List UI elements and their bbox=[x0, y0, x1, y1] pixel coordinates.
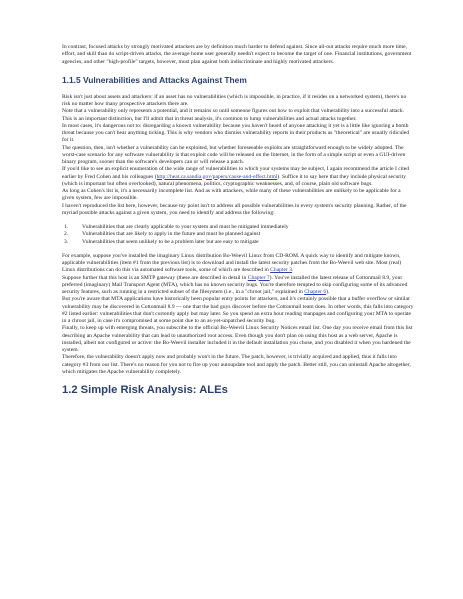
paragraph-identify: I haven't reproduced the list here, however, because my point isn't to address all possible vulnerabilities in every system's security planning. Rather, of the myriad possible attacks against a given system, you need to identify and address the following: bbox=[62, 202, 407, 216]
list-item bbox=[62, 231, 414, 238]
cohen-paper-link[interactable]: http://heat.ca.sandia.gov/papers/cause-and-effect.html bbox=[156, 173, 278, 180]
paragraph-potential: Note that a vulnerability only represents a potential, and it remains so until someone figures out how to exploit that vulnerability into a successful attack. This is an important distinction, but I'll admit that in threat analysis, it's common to lump vulnerabilities and actual attacks together. bbox=[62, 108, 405, 122]
paragraph-example-text-b: . bbox=[292, 267, 294, 274]
paragraph-question: The question, then, isn't whether a vulnerability can be exploited, but whether foreseeable exploits are straightforward enough to be widely adopted. The worst-case scenario for any software vulnerability is that exploit code will be released on the Internet, in the form of a simple script or even a GUI-driven binary program, sooner than the software's developers can or will release a patch. bbox=[62, 144, 406, 165]
chapter-7-link[interactable]: Chapter 7 bbox=[247, 274, 270, 281]
vulnerability-list bbox=[62, 224, 414, 246]
paragraph-therefore: Therefore, the vulnerability doesn't apply now and probably won't in the future. The patch, however, is trivially acquired and applied, thus it falls into category #3 from our list. There's no reason for you not to fire up your autoupdate tool and apply the patch. Better still, you can uninstall Apache altogether, which mitigates the Apache vulnerability completely. bbox=[62, 354, 411, 375]
list-item-number: 1. bbox=[64, 224, 69, 230]
paragraph-enumeration-text-a: If you'd like to see an explicit enumeration of the wide range of vulnerabilities to which your systems may be subject, I again recommend the article I cited earlier by Fred Cohen and his colleagues ( bbox=[62, 166, 410, 180]
list-item-number: 2. bbox=[64, 231, 69, 238]
list-item bbox=[62, 239, 414, 246]
chapter-heading: 1.2 Simple Risk Analysis: ALEs bbox=[62, 384, 228, 396]
paragraph-cohen-list: As long as Cohen's list is, it's a necessarily incomplete list. And as with attackers, while many of these vulnerabilities are unlikely to be applicable for a given system, few are impossible. bbox=[62, 188, 401, 202]
chapter-3-link[interactable]: Chapter 3 bbox=[270, 267, 293, 274]
paragraph-enumeration bbox=[62, 166, 414, 188]
paragraph-emerging: Finally, to keep up with emerging threats, you subscribe to the official Bo-Weevil Linux Security Notices email list. One day you receive email from this list describing an Apache vulnerability that can lead to unauthorized root access. Even though you don't plan on using this host as a web server, Apache is installed, albeit not configured or active: the Bo-Weevil installer included it in the default installation you chose, and you disabled it when you hardened the system. bbox=[62, 325, 413, 353]
paragraph-smtp bbox=[62, 275, 414, 297]
paragraph-risk: Risk isn't just about assets and attackers: if an asset has no vulnerabilities (which is impossible, in practice, if it resides on a networked system), there's no risk no matter how many prospective attackers there are. bbox=[62, 93, 407, 107]
list-item-text: Vulnerabilities that are likely to apply in the future and must be planned against bbox=[82, 231, 261, 238]
list-item-number: 3. bbox=[64, 238, 69, 245]
list-item-text: Vulnerabilities that are clearly applicable to your system and must be mitigated immediately bbox=[82, 224, 289, 230]
paragraph-example bbox=[62, 253, 414, 275]
paragraph-enumeration-text-b: ). Suffice it to say here that they include physical security (which is important but often overlooked), natural phenomena, politics, cryptographic weaknesses, and, of course, plain old software bugs. bbox=[62, 173, 407, 187]
paragraph-smtp-text-a: Suppose further that this host is an SMTP gateway (these are described in detail in bbox=[62, 274, 248, 281]
paragraph-smtp-text-b: ). You've installed the latest release of Cottonmail 8.9, your preferred (imaginary) Mail Transport Agent (MTA), which has no known security bugs. You're therefore tempted to skip configuring some of its advanced security features, such as running in a restricted subset of the filesystem (i.e., in a "chroot jail," explained in bbox=[62, 274, 408, 295]
paragraph-mta: But you're aware that MTA applications have historically been popular entry points for attackers, and it's certainly possible that a buffer overflow or similar vulnerability may be discovered in Cottonmail 8.9 — one that the bad guys discover before the Cottonmail team does. In other words, this falls into category #2 listed earlier: vulnerabilities that don't currently apply but may later. So you spend an extra hour reading manpages and configuring your MTA to operate in a chroot jail, in case it's compromised at some point due to an as-yet-unpatched security bug. bbox=[62, 296, 414, 324]
chapter-6-link[interactable]: Chapter 6 bbox=[304, 289, 327, 295]
paragraph-smtp-text-c: ). bbox=[326, 289, 330, 295]
intro-paragraph: In contrast, focused attacks by strongly motivated attackers are by definition much harder to defend against. Since all-out attacks require much more time, effort, and skill than do script-driven attacks, the average home user generally needn't expect to become the target of one. Financial institutions, government agencies, and other "high-profile" targets, however, must plan against both indiscriminate and highly motivated attackers. bbox=[62, 44, 412, 65]
paragraph-example-text-a: For example, suppose you've installed the imaginary Linux distribution Bo-Weevil Linux from CD-ROM. A quick way to identify and mitigate known, applicable vulnerabilities (item #1 from the previous list) is to download and install the latest security patches from the Bo-Weevil web site. Most (real) Linux distributions can do this via automated software tools, some of which are described in bbox=[62, 252, 402, 274]
document-page bbox=[62, 44, 414, 397]
list-item-text: Vulnerabilities that seem unlikely to be a problem later but are easy to mitigate bbox=[82, 238, 259, 245]
paragraph-dangerous: In most cases, it's dangerous not to: disregarding a known vulnerability because you haven't heard of anyone attacking it yet is a little like ignoring a bomb threat because you can't hear anything ticking. This is why vendors who dismiss vulnerability reports in their products as "theoretical" are usually ridiculed for it. bbox=[62, 122, 410, 144]
section-heading: 1.1.5 Vulnerabilities and Attacks Against Them bbox=[62, 74, 247, 85]
